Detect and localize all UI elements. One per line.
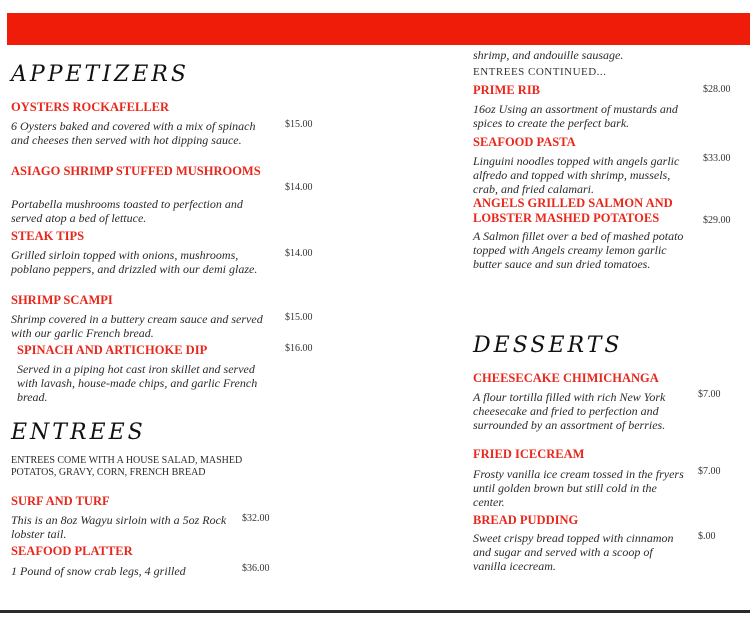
menu-item-name: SEAFOOD PLATTER [11, 544, 133, 558]
menu-item-name: BREAD PUDDING [473, 513, 579, 527]
menu-item-price: $7.00 [698, 389, 721, 400]
menu-item-price: $28.00 [703, 84, 731, 95]
menu-item-price: $7.00 [698, 466, 721, 477]
menu-item-description: Frosty vanilla ice cream tossed in the fryers until golden brown but still cold in the center. [473, 467, 684, 509]
menu-item-description: A flour tortilla filled with rich New York cheesecake and fried to perfection and surrounded by an assortment of berries. [473, 390, 666, 432]
menu-item-price: $14.00 [285, 182, 313, 193]
menu-item-name: PRIME RIB [473, 83, 541, 97]
menu-item-description: Shrimp covered in a buttery cream sauce and served with our garlic French bread. [11, 312, 263, 340]
menu-item-description: Grilled sirloin topped with onions, mushrooms, poblano peppers, and drizzled with our demi glaze. [11, 248, 258, 276]
menu-item-description: 1 Pound of snow crab legs, 4 grilled [11, 564, 186, 578]
menu-item-description: Sweet crispy bread topped with cinnamon and sugar and served with a scoop of vanilla icecream. [473, 531, 674, 573]
entrees-continued-heading: ENTREES CONTINUED... [473, 66, 607, 78]
entrees-note: ENTREES COME WITH A HOUSE SALAD, MASHED POTATOS, GRAVY, CORN, FRENCH BREAD [11, 455, 243, 478]
appetizers-title: APPETIZERS [11, 62, 189, 87]
menu-item-price: $33.00 [703, 153, 731, 164]
menu-item-description: 16oz Using an assortment of mustards and spices to create the perfect bark. [473, 102, 678, 130]
menu-item-price: $29.00 [703, 215, 731, 226]
menu-item-name: CHEESECAKE CHIMICHANGA [473, 371, 659, 385]
menu-item-price: $36.00 [242, 563, 270, 574]
menu-item-description: This is an 8oz Wagyu sirloin with a 5oz Rock lobster tail. [11, 513, 227, 541]
menu-item-price: $16.00 [285, 343, 313, 354]
menu-item-name: FRIED ICECREAM [473, 447, 585, 461]
menu-item-price: $32.00 [242, 513, 270, 524]
menu-item-description: Linguini noodles topped with angels garlic alfredo and topped with shrimp, mussels, crab, and fried calamari. [473, 154, 680, 196]
menu-item-name: SHRIMP SCAMPI [11, 293, 113, 307]
menu-item-price: $15.00 [285, 312, 313, 323]
menu-item-name: ASIAGO SHRIMP STUFFED MUSHROOMS [11, 164, 261, 178]
carryover-text: shrimp, and andouille sausage. [473, 48, 624, 62]
menu-item-description: 6 Oysters baked and covered with a mix of spinach and cheeses then served with hot dipping sauce. [11, 119, 256, 147]
menu-item-name: ANGELS GRILLED SALMON AND LOBSTER MASHED POTATOES [473, 196, 673, 225]
menu-item-description: A Salmon fillet over a bed of mashed potato topped with Angels creamy lemon garlic butter sauce and sun dried tomatoes. [473, 229, 684, 271]
top-banner [7, 13, 750, 45]
desserts-title: DESSERTS [473, 333, 623, 358]
menu-item-name: STEAK TIPS [11, 229, 85, 243]
menu-item-name: SURF AND TURF [11, 494, 110, 508]
menu-item-description: Portabella mushrooms toasted to perfection and served atop a bed of lettuce. [11, 197, 243, 225]
menu-item-name: SPINACH AND ARTICHOKE DIP [17, 343, 208, 357]
menu-item-price: $15.00 [285, 119, 313, 130]
menu-item-description: Served in a piping hot cast iron skillet and served with lavash, house-made chips, and garlic French bread. [17, 362, 258, 404]
menu-item-price: $.00 [698, 531, 716, 542]
menu-item-price: $14.00 [285, 248, 313, 259]
entrees-title: ENTREES [11, 420, 146, 445]
bottom-divider [0, 610, 750, 613]
menu-item-name: OYSTERS ROCKAFELLER [11, 100, 170, 114]
menu-item-name: SEAFOOD PASTA [473, 135, 576, 149]
